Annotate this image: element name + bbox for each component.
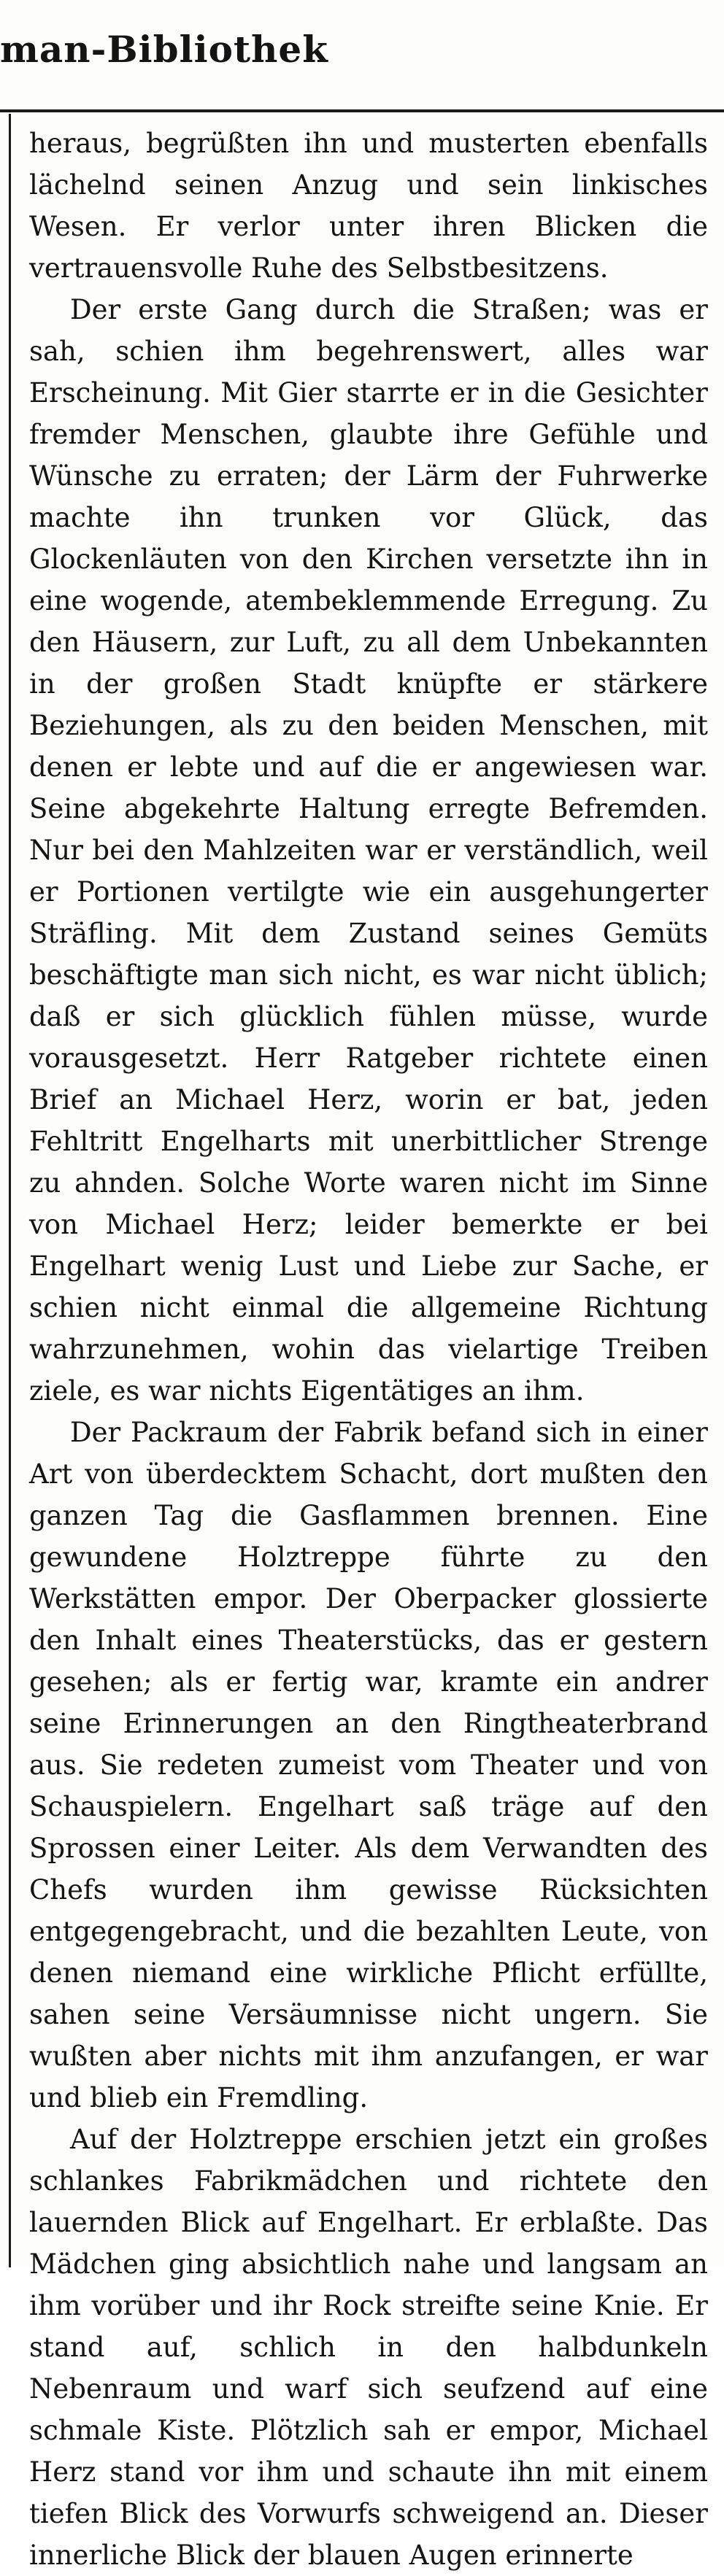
running-header-title: man-Bibliothek [0, 28, 328, 71]
text-column [29, 123, 708, 2571]
paragraph-2: Der erste Gang durch die Straßen; was er sah, schien ihm begehrenswert, alles war Erscheinung. Mit Gier starrte er in die Gesichter fremder Menschen, glaubte ihre Gefühle und Wünsche zu erraten; der Lärm der Fuhrwerke machte ihn trunken vor Glück, das Glockenläuten von den Kirchen versetzte ihn in eine wogende, atembeklemmende Erregung. Zu den Häusern, zur Luft, zu all dem Unbekannten in der großen Stadt knüpfte er stärkere Beziehungen, als zu den beiden Menschen, mit denen er lebte und auf die er angewiesen war. Seine abgekehrte Haltung erregte Befremden. Nur bei den Mahlzeiten war er verständlich, weil er Portionen vertilgte wie ein ausgehungerter Sträfling. Mit dem Zustand seines Gemüts beschäftigte man sich nicht, es war nicht üblich; daß er sich glücklich fühlen müsse, wurde vorausgesetzt. Herr Ratgeber richtete einen Brief an Michael Herz, worin er bat, jeden Fehltritt Engelharts mit unerbittlicher Strenge zu ahnden. Solche Worte waren nicht im Sinne von Michael Herz; leider bemerkte er bei Engelhart wenig Lust und Liebe zur Sache, er schien nicht einmal die allgemeine Richtung wahrzunehmen, wohin das vielartige Treiben ziele, es war nichts Eigentätiges an ihm. [29, 294, 708, 1407]
paragraph-4: Auf der Holztreppe erschien jetzt ein großes schlankes Fabrikmädchen und richtete den lauernden Blick auf Engelhart. Er erblaßte. Das Mädchen ging absichtlich nahe und langsam an ihm vorüber und ihr Rock streifte seine Knie. Er stand auf, schlich in den halbdunkeln Nebenraum und warf sich seufzend auf eine schmale Kiste. Plötzlich sah er empor, Michael Herz stand vor ihm und schaute ihn mit einem tiefen Blick des Vorwurfs schweigend an. Dieser innerliche Blick der blauen Augen erinnerte [29, 2124, 708, 2571]
paragraph-1: heraus, begrüßten ihn und musterten ebenfalls lächelnd seinen Anzug und sein linkisches Wesen. Er verlor unter ihren Blicken die vertrauensvolle Ruhe des Selbstbesitzens. [29, 128, 708, 284]
header-rule [0, 109, 724, 112]
running-header [0, 0, 724, 117]
paragraph-3: Der Packraum der Fabrik befand sich in einer Art von überdecktem Schacht, dort mußten den ganzen Tag die Gasflammen brennen. Eine gewundene Holztreppe führte zu den Werkstätten empor. Der Oberpacker glossierte den Inhalt eines Theaterstücks, das er gestern gesehen; als er fertig war, kramte ein andrer seine Erinnerungen an den Ringtheaterbrand aus. Sie redeten zumeist vom Theater und von Schauspielern. Engelhart saß träge auf den Sprossen einer Leiter. Als dem Verwandten des Chefs wurden ihm gewisse Rücksichten entgegengebracht, und die bezahlten Leute, von denen niemand eine wirkliche Pflicht erfüllte, sahen seine Versäumnisse nicht ungern. Sie wußten aber nichts mit ihm anzufangen, er war und blieb ein Fremdling. [29, 1417, 708, 2113]
column-rule [9, 114, 11, 2267]
